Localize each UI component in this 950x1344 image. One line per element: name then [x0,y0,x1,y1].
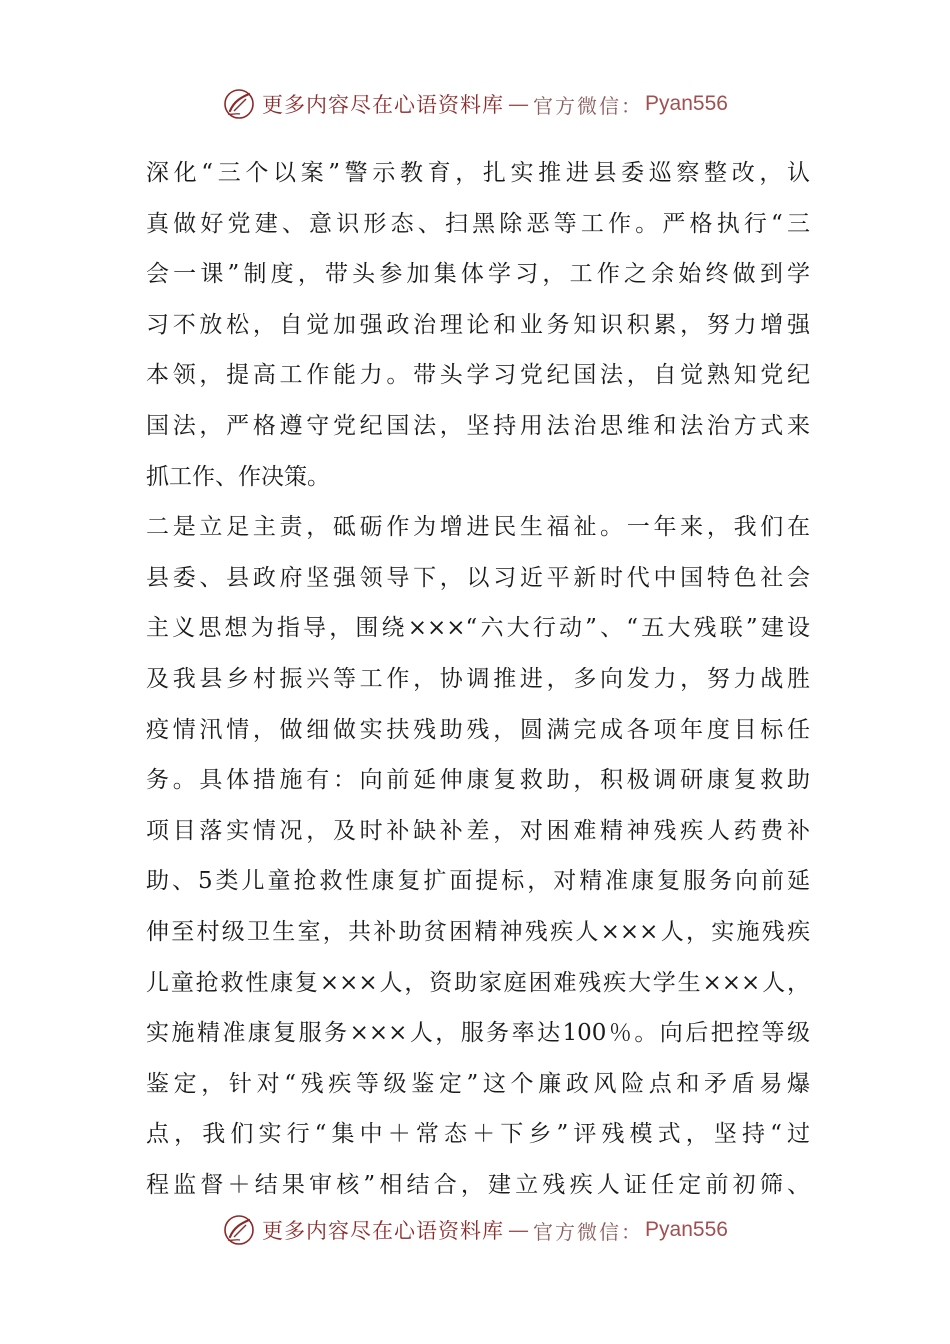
header-banner [0,84,950,124]
brand-text: 更多内容尽在心语资料库 [262,93,505,117]
banner-dash: — [508,1218,530,1242]
text-line: 抓工作、作决策。 [146,463,330,490]
text-line: 务。具体措施有：向前延伸康复救助，积极调研康复救助 [146,767,810,794]
text-line: 县委、县政府坚强领导下，以习近平新时代中国特色社会 [146,564,810,591]
text-line: 习不放松，自觉加强政治理论和业务知识积累，努力增强 [146,311,810,338]
text-line: 实施精准康复服务×××人，服务率达100％。向后把控等级 [146,1020,810,1047]
wechat-id: Pyan556 [645,1218,728,1241]
footer-banner [0,1210,950,1250]
text-line: 会一课”制度，带头参加集体学习，工作之余始终做到学 [146,261,810,288]
document-body [146,148,810,1210]
text-line: 及我县乡村振兴等工作，协调推进，多向发力，努力战胜 [146,665,810,692]
wechat-label: 官方微信： [533,1219,644,1244]
text-line: 伸至村级卫生室，共补助贫困精神残疾人×××人，实施残疾 [146,918,810,945]
brand-text: 更多内容尽在心语资料库 [262,1219,505,1243]
text-line: 真做好党建、意识形态、扫黑除恶等工作。严格执行“三 [146,210,810,237]
text-line: 疫情汛情，做细做实扶残助残，圆满完成各项年度目标任 [146,716,810,743]
pen-logo-icon [222,1213,256,1247]
text-line: 深化“三个以案”警示教育，扎实推进县委巡察整改，认 [146,160,810,186]
text-line: 助、5类儿童抢救性康复扩面提标，对精准康复服务向前延 [146,868,810,895]
banner-dash: — [508,92,530,116]
text-line: 主义思想为指导，围绕×××“六大行动”、“五大残联”建设 [146,615,810,642]
text-line: 程监督＋结果审核”相结合，建立残疾人证任定前初筛、 [146,1171,810,1198]
pen-logo-icon [222,87,256,121]
text-line: 儿童抢救性康复×××人，资助家庭困难残疾大学生×××人， [146,969,810,996]
text-line: 本领，提高工作能力。带头学习党纪国法，自觉熟知党纪 [146,362,810,389]
text-line: 点，我们实行“集中＋常态＋下乡”评残模式，坚持“过 [146,1121,810,1148]
text-line: 二是立足主责，砥砺作为增进民生福祉。一年来，我们在 [146,514,810,541]
text-line: 国法，严格遵守党纪国法，坚持用法治思维和法治方式来 [146,412,810,439]
text-line: 项目落实情况，及时补缺补差，对困难精神残疾人药费补 [146,817,810,844]
wechat-label: 官方微信： [533,93,644,118]
text-line: 鉴定，针对“残疾等级鉴定”这个廉政风险点和矛盾易爆 [146,1070,810,1097]
wechat-id: Pyan556 [645,92,728,115]
